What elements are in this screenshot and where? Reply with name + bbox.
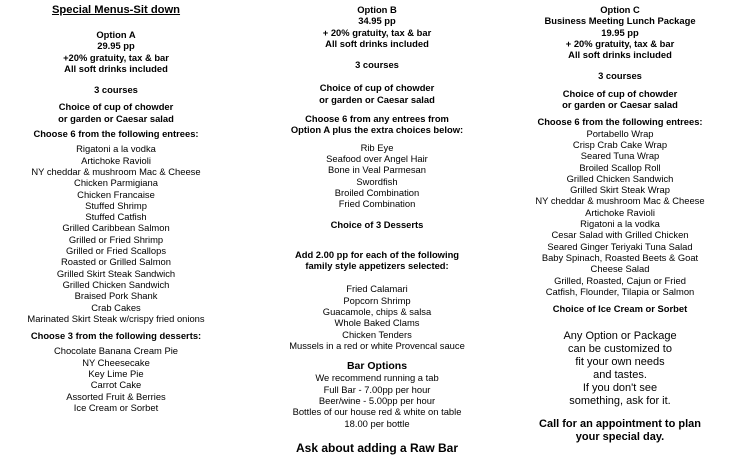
note-line: If you don't see [582,382,658,395]
note-line: can be customized to [568,343,672,356]
list-item: Key Lime Pie [88,368,144,380]
list-item: Carrot Cake [90,379,142,391]
option-b-appetizers-heading-2: family style appetizers selected: [305,260,449,272]
list-item: Rigatoni a la vodka [580,218,660,230]
list-item: Catfish, Flounder, Tilapia or Salmon [545,285,695,297]
list-item: Braised Pork Shank [74,290,158,302]
list-item: Broiled Scallop Roll [579,161,661,173]
list-item: Seared Tuna Wrap [580,150,660,162]
option-a-courses: 3 courses [94,84,138,96]
list-item: Ice Cream or Sorbet [73,401,159,413]
list-item: Guacamole, chips & salsa [322,305,432,317]
custom-note [508,330,732,408]
list-item: Fried Combination [338,198,416,210]
list-item: Roasted or Grilled Salmon [61,256,171,268]
list-item: Chicken Francaise [77,188,155,200]
option-a-soup-line-1: Choice of cup of chowder [58,101,174,113]
list-item: Full Bar - 7.00pp per hour [323,383,431,395]
option-b-entrees-heading-1: Choose 6 from any entrees from [305,113,449,125]
option-b-gratuity: + 20% gratuity, tax & bar [322,26,432,38]
option-a-price: 29.95 pp [97,40,135,52]
option-a-entrees-heading: Choose 6 from the following entrees: [33,128,199,140]
list-item: Broiled Combination [334,186,420,198]
note-line: something, ask for it. [569,395,671,408]
call-to-action-line-1: Call for an appointment to plan [539,418,701,431]
option-c-gratuity: + 20% gratuity, tax & bar [565,37,675,49]
option-b-entrees-heading-2: Option A plus the extra choices below: [290,124,464,136]
option-a-gratuity: +20% gratuity, tax & bar [63,51,169,63]
list-item: Grilled or Fried Scallops [65,245,167,257]
option-b-extras-list [262,142,492,210]
list-item: Bone in Veal Parmesan [328,164,426,176]
list-item: Grilled Skirt Steak Sandwich [56,267,176,279]
list-item: Seafood over Angel Hair [326,152,428,164]
option-b-title: Option B [357,4,397,15]
option-b-soup-line-2: or garden or Caesar salad [319,93,435,105]
option-c-dessert: Choice of Ice Cream or Sorbet [552,303,688,315]
option-a-desserts-heading: Choose 3 from the following desserts: [30,330,202,342]
option-c-title: Option C [600,4,640,15]
list-item: Crisp Crab Cake Wrap [572,138,668,150]
list-item: 18.00 per bottle [344,417,410,429]
list-item: Grilled or Fried Shrimp [68,233,164,245]
option-c-soup-line-2: or garden or Caesar salad [562,99,678,111]
list-item: Grilled Caribbean Salmon [62,222,170,234]
list-item: Stuffed Catfish [85,211,147,223]
list-item: Chicken Tenders [342,328,412,340]
option-b-desserts: Choice of 3 Desserts [330,219,424,231]
option-c-entrees-heading: Choose 6 from the following entrees: [537,116,703,128]
list-item: Grilled Chicken Sandwich [566,172,674,184]
option-c-courses: 3 courses [598,70,642,82]
list-item: Portabello Wrap [586,127,654,139]
list-item: Popcorn Shrimp [343,294,411,306]
option-b-courses: 3 courses [355,59,399,71]
option-b-soup-line-1: Choice of cup of chowder [319,82,435,94]
list-item: Rib Eye [360,141,394,153]
option-a-drinks: All soft drinks included [64,62,168,74]
call-to-action-line-2: your special day. [575,431,665,444]
list-item: Artichoke Ravioli [81,154,151,166]
raw-bar-note: Ask about adding a Raw Bar [295,440,459,455]
list-item: NY Cheesecake [82,356,150,368]
list-item: Chocolate Banana Cream Pie [53,345,179,357]
list-item: Seared Ginger Teriyaki Tuna Salad [547,240,693,252]
option-c-drinks: All soft drinks included [568,49,672,61]
list-item: Beer/wine - 5.00pp per hour [318,395,436,407]
option-c-column [508,4,732,444]
list-item: Grilled, Roasted, Cajun or Fried [554,274,686,286]
option-a-soup-line-2: or garden or Caesar salad [58,112,174,124]
option-a-title: Option A [96,29,136,40]
option-c-entrees-list [508,128,732,297]
option-b-price: 34.95 pp [358,15,396,27]
option-b-column [262,4,492,455]
option-b-drinks: All soft drinks included [325,37,429,49]
list-item: Mussels in a red or white Provencal sauce [289,339,465,351]
option-c-price: 19.95 pp [601,26,639,38]
list-item: Stuffed Shrimp [85,199,147,211]
option-a-desserts-list [4,345,228,413]
list-item: Grilled Chicken Sandwich [62,278,170,290]
list-item: Marinated Skirt Steak w/crispy fried onions [27,312,205,324]
list-item: NY cheddar & mushroom Mac & Cheese [535,195,705,207]
option-b-appetizers-heading-1: Add 2.00 pp for each of the following [294,248,460,260]
list-item: Grilled Skirt Steak Wrap [570,184,670,196]
option-c-soup-line-1: Choice of cup of chowder [562,87,678,99]
list-item: Fried Calamari [346,283,408,295]
list-item: Cheese Salad [590,263,650,275]
list-item: We recommend running a tab [315,372,439,384]
list-item: Chicken Parmigiana [74,177,158,189]
note-line: fit your own needs [575,356,665,369]
option-c-subtitle: Business Meeting Lunch Package [544,15,696,27]
list-item: Artichoke Ravioli [585,206,655,218]
option-b-appetizers-list [262,283,492,351]
note-line: Any Option or Package [563,330,677,343]
option-a-column [4,4,228,413]
page-heading: Special Menus-Sit down [51,4,181,16]
list-item: Swordfish [356,175,398,187]
list-item: Whole Baked Clams [334,317,420,329]
list-item: Baby Spinach, Roasted Beets & Goat [541,251,699,263]
bar-options-list [262,372,492,428]
list-item: Crab Cakes [91,301,141,313]
list-item: Rigatoni a la vodka [76,143,156,155]
note-line: and tastes. [593,369,647,382]
list-item: Cesar Salad with Grilled Chicken [551,229,689,241]
list-item: Assorted Fruit & Berries [66,390,166,402]
list-item: Bottles of our house red & white on table [292,406,462,418]
bar-options-heading: Bar Options [346,360,408,373]
list-item: NY cheddar & mushroom Mac & Cheese [31,165,201,177]
option-a-entrees-list [4,143,228,324]
